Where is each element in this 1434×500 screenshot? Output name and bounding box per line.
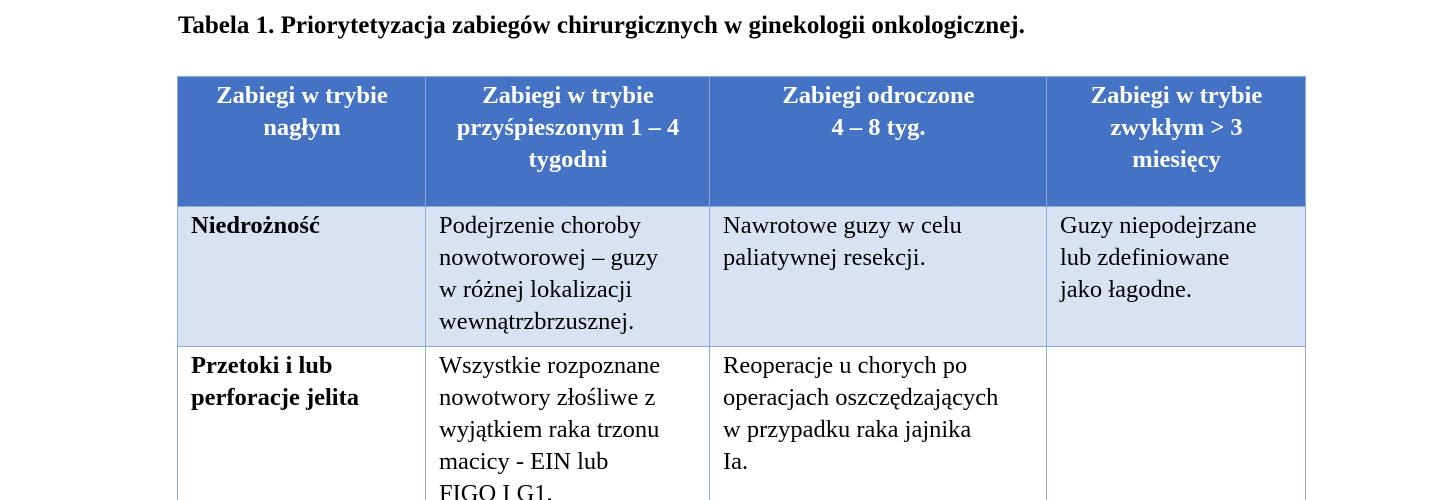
cell-line: Nawrotowe guzy w celu xyxy=(723,212,962,239)
cell-line: Wszystkie rozpoznane xyxy=(439,352,661,379)
header-deferred xyxy=(710,77,1047,207)
cell-line: macicy - EIN lub xyxy=(439,448,609,475)
table-cell xyxy=(426,207,710,347)
cell-line: Reoperacje u chorych po xyxy=(723,352,968,379)
header-line: Zabiegi w trybie xyxy=(1090,82,1263,109)
cell-line: lub zdefiniowane xyxy=(1060,244,1230,271)
table-cell xyxy=(178,207,426,347)
header-routine xyxy=(1047,77,1306,207)
cell-line: paliatywnej resekcji. xyxy=(723,244,926,271)
cell-line: wewnątrzbrzusznej. xyxy=(439,308,635,335)
header-line: przyśpieszonym 1 – 4 xyxy=(456,114,680,141)
header-line: nagłym xyxy=(263,114,341,141)
header-line: Zabiegi odroczone xyxy=(782,82,975,109)
table-row xyxy=(178,207,1306,347)
cell-line: perforacje jelita xyxy=(191,384,359,411)
cell-line: operacjach oszczędzających xyxy=(723,384,999,411)
header-line: miesięcy xyxy=(1132,146,1221,173)
header-urgent xyxy=(178,77,426,207)
table-header-row xyxy=(178,77,1306,207)
table-cell-empty xyxy=(1047,347,1306,500)
cell-line: Guzy niepodejrzane xyxy=(1060,212,1257,239)
table-caption: Tabela 1. Priorytetyzacja zabiegów chirurgicznych w ginekologii onkologicznej. xyxy=(178,12,1025,39)
table-cell xyxy=(1047,207,1306,347)
cell-line: w przypadku raka jajnika xyxy=(723,416,972,443)
header-line: 4 – 8 tyg. xyxy=(831,114,926,141)
header-line: Zabiegi w trybie xyxy=(482,82,654,109)
header-line: zwykłym > 3 xyxy=(1110,114,1243,141)
cell-line: wyjątkiem raka trzonu xyxy=(439,416,660,443)
cell-line: Ia. xyxy=(723,448,749,475)
cell-line: nowotwory złośliwe z xyxy=(439,384,656,411)
cell-line: Przetoki i lub xyxy=(191,352,333,379)
table-row xyxy=(178,347,1306,500)
header-expedited xyxy=(426,77,710,207)
cell-line: w różnej lokalizacji xyxy=(439,276,633,303)
cell-line: jako łagodne. xyxy=(1060,276,1192,303)
table-cell xyxy=(710,207,1047,347)
table-cell xyxy=(710,347,1047,500)
table-cell xyxy=(178,347,426,500)
cell-line: Niedrożność xyxy=(191,212,320,239)
cell-line: FIGO I G1. xyxy=(439,480,553,500)
table-cell xyxy=(426,347,710,500)
header-line: tygodni xyxy=(528,146,608,173)
cell-line: nowotworowej – guzy xyxy=(439,244,659,271)
header-line: Zabiegi w trybie xyxy=(216,82,388,109)
cell-line: Podejrzenie choroby xyxy=(439,212,642,239)
priority-table xyxy=(177,76,1306,500)
